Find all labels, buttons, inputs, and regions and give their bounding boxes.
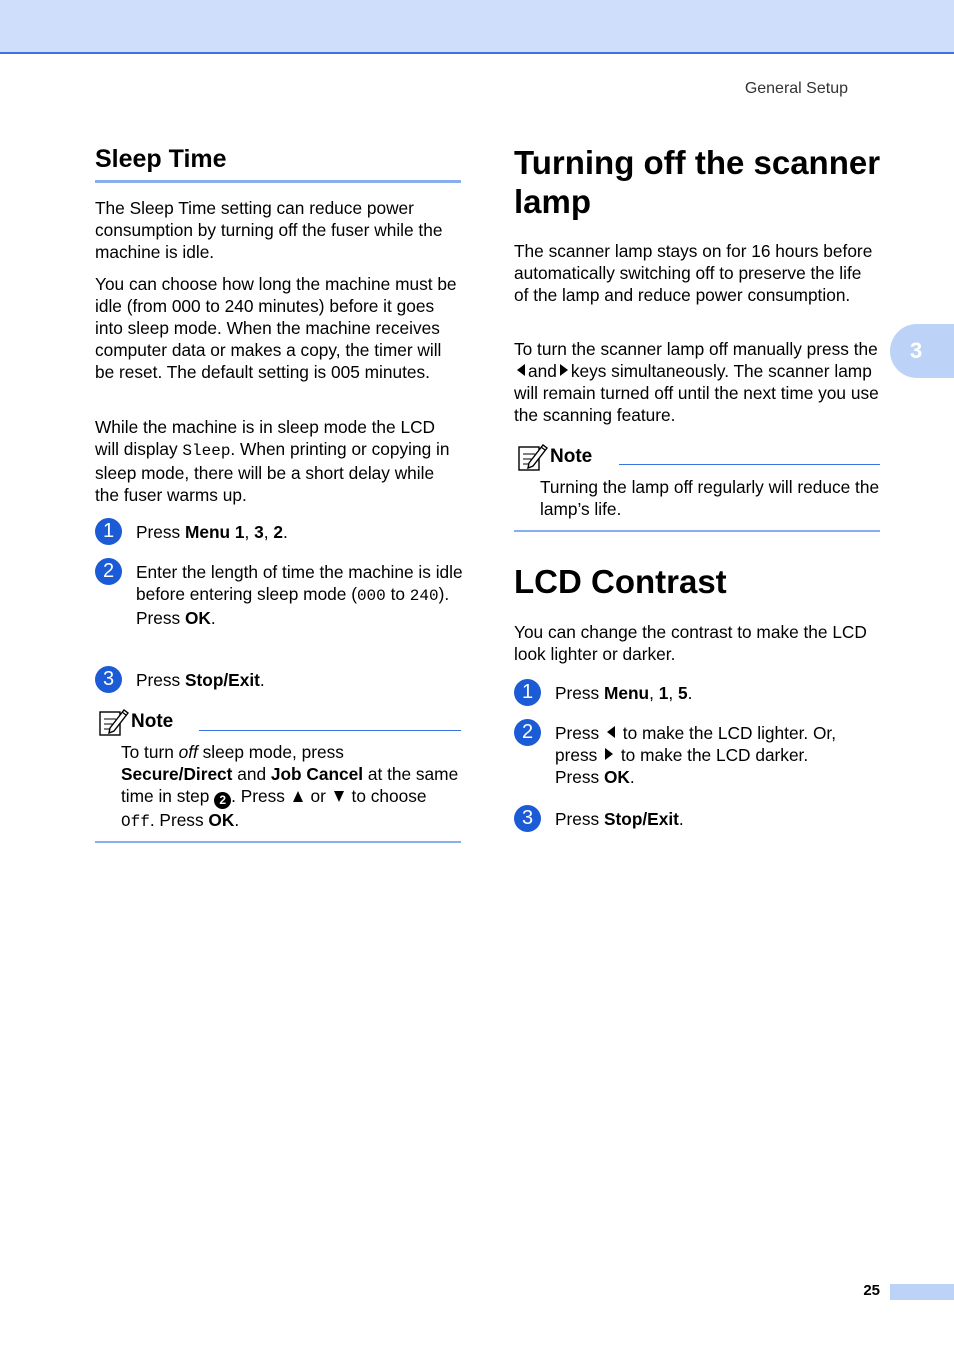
note-label: Note bbox=[131, 711, 174, 732]
section-title-sleep-time: Sleep Time bbox=[95, 145, 461, 183]
sleep-step-1 bbox=[95, 518, 461, 548]
step-text: Press to make the LCD lighter. Or, press to make the LCD darker. Press OK. bbox=[555, 723, 837, 787]
section-title-lcd-contrast: LCD Contrast bbox=[514, 563, 727, 600]
scanner-lamp-paragraph-2: To turn the scanner lamp off manually press theand keys simultaneously. The scanner lamp will remain turned off until the next time you use the scanning feature. bbox=[514, 339, 879, 425]
running-head: General Setup bbox=[744, 80, 848, 97]
step-text: Press Menu 1, 3, 2. bbox=[136, 522, 288, 542]
step-text: Press Stop/Exit. bbox=[555, 809, 684, 829]
note-header bbox=[97, 707, 173, 737]
sleep-step-3 bbox=[95, 666, 461, 696]
step-number-2: 2 bbox=[95, 558, 122, 585]
scanner-lamp-note bbox=[514, 442, 880, 532]
section-title-scanner-lamp: Turning off the scanner lamp bbox=[514, 144, 881, 220]
lcd-step-3 bbox=[514, 805, 880, 835]
note-pencil-icon bbox=[516, 442, 548, 472]
page-number: 25 bbox=[863, 1282, 880, 1299]
left-arrow-key-icon bbox=[517, 364, 525, 376]
note-rule bbox=[199, 730, 461, 731]
top-banner bbox=[0, 0, 954, 54]
step-text: Press Menu, 1, 5. bbox=[555, 683, 693, 703]
lcd-step-2 bbox=[514, 719, 880, 793]
sleep-time-paragraph-3: While the machine is in sleep mode the LCD will display Sleep. When printing or copying in sleep mode, there will be a short delay while the fuser warms up. bbox=[95, 417, 450, 505]
left-arrow-key-icon bbox=[607, 726, 615, 738]
right-arrow-key-icon bbox=[560, 364, 568, 376]
step-text: Enter the length of time the machine is idle before entering sleep mode (000 to 240). Press OK. bbox=[136, 562, 463, 628]
step-number-3: 3 bbox=[514, 805, 541, 832]
lcd-contrast-paragraph-1: You can change the contrast to make the LCD look lighter or darker. bbox=[514, 622, 867, 664]
chapter-tab: 3 bbox=[890, 324, 954, 378]
note-header bbox=[516, 442, 592, 472]
note-label: Note bbox=[550, 446, 593, 467]
sleep-step-2 bbox=[95, 558, 461, 654]
sleep-time-paragraph-1: The Sleep Time setting can reduce power consumption by turning off the fuser while the machine is idle. bbox=[95, 198, 443, 262]
step-number-2: 2 bbox=[514, 719, 541, 746]
lcd-step-1 bbox=[514, 679, 880, 709]
down-arrow-key-icon bbox=[334, 791, 344, 802]
footer-bar bbox=[890, 1284, 954, 1300]
step-number-3: 3 bbox=[95, 666, 122, 693]
step-number-1: 1 bbox=[95, 518, 122, 545]
note-text: To turn off sleep mode, press Secure/Direct and Job Cancel at the same time in step 2 . Press or to choose Off. Press OK. bbox=[121, 742, 459, 831]
step-ref-badge: 2 bbox=[214, 792, 231, 809]
step-number-1: 1 bbox=[514, 679, 541, 706]
note-rule bbox=[619, 464, 880, 465]
scanner-lamp-paragraph-1: The scanner lamp stays on for 16 hours before automatically switching off to preserve the life of the lamp and reduce power consumption. bbox=[514, 241, 873, 305]
step-text: Press Stop/Exit. bbox=[136, 670, 265, 690]
lcd-message-sleep: Sleep bbox=[182, 442, 231, 460]
sleep-time-paragraph-2: You can choose how long the machine must be idle (from 000 to 240 minutes) before it goes into sleep mode. When the machine receives computer data or makes a copy, the timer will be reset. The default setting is 005 minutes. bbox=[95, 274, 457, 382]
up-arrow-key-icon bbox=[293, 791, 303, 802]
note-text: Turning the lamp off regularly will reduce the lamp’s life. bbox=[540, 477, 880, 519]
note-pencil-icon bbox=[97, 707, 129, 737]
right-arrow-key-icon bbox=[605, 748, 613, 760]
sleep-note bbox=[95, 707, 461, 843]
